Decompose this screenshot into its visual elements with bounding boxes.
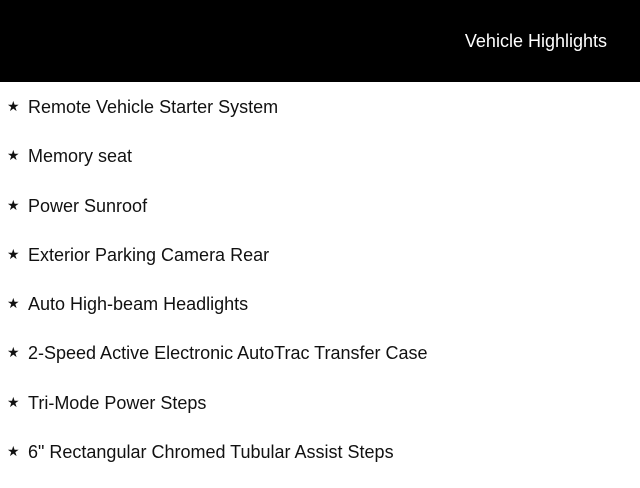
- highlight-label: Tri-Mode Power Steps: [28, 392, 207, 413]
- page-title: Vehicle Highlights: [464, 31, 607, 51]
- list-item: [0, 242, 640, 291]
- list-item: [0, 340, 640, 389]
- highlight-label: Exterior Parking Camera Rear: [28, 244, 270, 265]
- star-icon: ★: [7, 344, 20, 361]
- star-icon: ★: [7, 98, 20, 114]
- list-item: [0, 193, 640, 242]
- star-icon: ★: [7, 295, 20, 312]
- star-icon: ★: [7, 196, 20, 213]
- list-item: [0, 94, 640, 143]
- highlights-header: [0, 0, 640, 82]
- highlights-list: [0, 94, 640, 488]
- highlight-label: Auto High-beam Headlights: [28, 294, 249, 315]
- highlight-label: 2-Speed Active Electronic AutoTrac Transfer Case: [28, 343, 428, 364]
- highlight-label: Memory seat: [28, 146, 133, 167]
- list-item: [0, 291, 640, 340]
- list-item: [0, 143, 640, 192]
- highlight-label: 6" Rectangular Chromed Tubular Assist Steps: [28, 442, 394, 463]
- highlight-label: Power Sunroof: [28, 195, 148, 216]
- star-icon: ★: [7, 245, 20, 262]
- star-icon: ★: [7, 147, 20, 164]
- star-icon: ★: [7, 443, 20, 460]
- list-item: [0, 439, 640, 488]
- list-item: [0, 390, 640, 439]
- highlight-label: Remote Vehicle Starter System: [28, 97, 279, 117]
- star-icon: ★: [7, 393, 20, 410]
